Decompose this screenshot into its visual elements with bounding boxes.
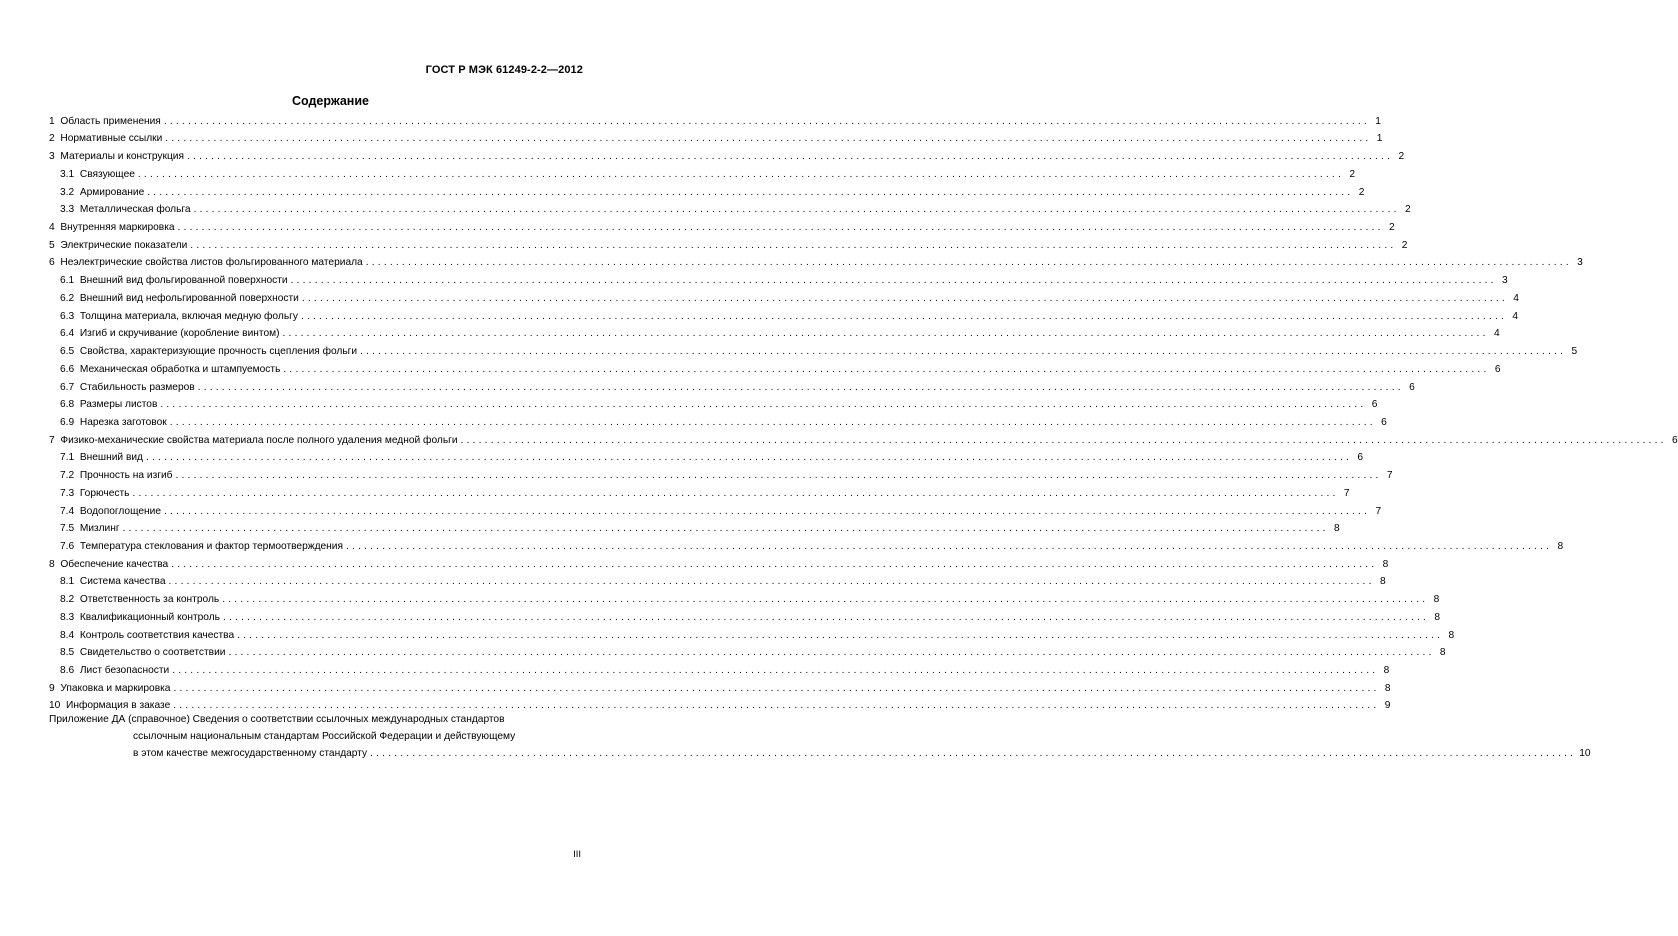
toc-entry-label: Горючесть (79, 487, 130, 499)
toc-entry-label: Внутренняя маркировка (60, 222, 175, 234)
toc-entry[interactable] (49, 358, 1501, 376)
toc-entry[interactable] (49, 411, 1387, 429)
toc-entry[interactable] (49, 163, 1355, 181)
toc-entry-page: 2 (1404, 204, 1411, 216)
annex-page-number: 10 (1579, 748, 1591, 759)
toc-entry-page: 6 (1494, 363, 1501, 375)
toc-entry[interactable] (49, 110, 1381, 128)
toc-entry-number: 7.6 (60, 540, 75, 552)
leader-dots: ........................................................................................................................................................................................................ (228, 647, 1435, 659)
toc-entry[interactable] (49, 482, 1350, 500)
leader-dots: ........................................................................................................................................................................................................ (370, 748, 1577, 759)
toc-entry-page: 8 (1434, 611, 1441, 623)
toc-entry[interactable] (49, 269, 1508, 287)
toc-entry-number: 6.5 (60, 346, 75, 358)
leader-dots: ........................................................................................................................................................................................................ (190, 239, 1397, 251)
toc-entry-number: 3 (49, 151, 55, 163)
toc-entry[interactable] (49, 340, 1578, 358)
toc-entry-number: 9 (49, 682, 55, 694)
leader-dots: ........................................................................................................................................................................................................ (301, 292, 1508, 304)
toc-entry-number: 4 (49, 222, 55, 234)
toc-entry-number: 6 (49, 257, 55, 269)
toc-entry-page: 9 (1384, 700, 1391, 712)
leader-dots: ........................................................................................................................................................................................................ (173, 700, 1380, 712)
standard-code: ГОСТ Р МЭК 61249-2-2—2012 (425, 64, 583, 76)
toc-entry[interactable] (49, 606, 1441, 624)
toc-entry[interactable] (49, 571, 1386, 589)
leader-dots: ........................................................................................................................................................................................................ (147, 186, 1354, 198)
toc-entry-page: 5 (1571, 346, 1578, 358)
table-of-contents (49, 110, 1678, 712)
toc-entry[interactable] (49, 181, 1365, 199)
toc-entry[interactable] (49, 659, 1390, 677)
toc-entry-number: 8.6 (60, 665, 75, 676)
toc-entry-number: 7.1 (60, 452, 75, 464)
toc-entry[interactable] (49, 323, 1500, 341)
toc-entry-page: 3 (1577, 257, 1583, 269)
leader-dots: ........................................................................................................................................................................................................ (237, 629, 1444, 641)
toc-entry-page: 4 (1493, 328, 1500, 340)
toc-entry[interactable] (49, 642, 1446, 660)
leader-dots: ........................................................................................................................................................................................................ (137, 168, 1344, 180)
toc-entry-label: Система качества (79, 576, 166, 588)
toc-entry-label: Контроль соответствия качества (79, 629, 235, 641)
toc-entry-number: 3.2 (60, 186, 75, 198)
toc-entry-number: 6.6 (60, 363, 75, 375)
leader-dots: ........................................................................................................................................................................................................ (177, 222, 1384, 234)
toc-entry-number: 7.5 (60, 523, 75, 535)
toc-entry-page: 6 (1381, 416, 1387, 428)
toc-entry-label: Стабильность размеров (79, 381, 195, 393)
toc-entry-label: Область применения (60, 115, 161, 127)
leader-dots: ........................................................................................................................................................................................................ (222, 594, 1429, 606)
toc-entry-page: 3 (1502, 275, 1508, 287)
toc-entry-label: Связующее (79, 168, 135, 180)
toc-entry-label: Толщина материала, включая медную фольгу (79, 310, 298, 322)
toc-entry-page: 6 (1409, 381, 1415, 393)
toc-entry-page: 8 (1333, 523, 1340, 535)
toc-entry-label: Материалы и конструкция (60, 151, 185, 163)
toc-entry-number: 6.2 (60, 292, 75, 304)
toc-entry-label: Электрические показатели (60, 239, 188, 251)
toc-entry-label: Физико-механические свойства материала после полного удаления медной фольги (60, 434, 458, 446)
toc-entry-page: 8 (1448, 629, 1455, 641)
toc-entry[interactable] (49, 305, 1519, 323)
toc-entry-page: 2 (1398, 151, 1405, 163)
toc-entry-number: 7 (49, 434, 55, 446)
leader-dots: ........................................................................................................................................................................................................ (172, 665, 1379, 676)
toc-entry-label: Внешний вид нефольгированной поверхности (79, 292, 299, 304)
toc-entry-number: 5 (49, 239, 55, 251)
annex-line-3: в этом качестве межгосударственному стандарту (133, 748, 368, 759)
toc-entry-label: Свойства, характеризующие прочность сцепления фольги (79, 346, 358, 358)
toc-entry-number: 6.7 (60, 381, 75, 393)
toc-entry-page: 8 (1383, 665, 1390, 676)
toc-entry[interactable] (49, 677, 1391, 695)
toc-entry-label: Информация в заказе (66, 700, 171, 712)
toc-entry-number: 10 (49, 700, 61, 712)
toc-entry-number: 8.2 (60, 594, 75, 606)
toc-entry-number: 7.4 (60, 505, 75, 517)
leader-dots: ........................................................................................................................................................................................................ (132, 487, 1339, 499)
toc-entry[interactable] (49, 252, 1583, 270)
toc-entry-page: 6 (1671, 434, 1678, 446)
toc-entry-label: Неэлектрические свойства листов фольгированного материала (60, 257, 363, 269)
toc-entry-page: 6 (1357, 452, 1364, 464)
toc-entry-page: 7 (1375, 505, 1382, 517)
leader-dots: ........................................................................................................................................................................................................ (146, 452, 1353, 464)
leader-dots: ........................................................................................................................................................................................................ (164, 505, 1371, 517)
toc-entry-number: 8.5 (60, 647, 75, 659)
toc-entry-page: 8 (1382, 558, 1389, 570)
annex-line-1: Приложение ДА (справочное) Сведения о соответствии ссылочных международных стандартов (49, 714, 505, 725)
leader-dots: ........................................................................................................................................................................................................ (173, 682, 1380, 694)
toc-entry-number: 6.9 (60, 416, 75, 428)
toc-entry-label: Ответственность за контроль (79, 594, 220, 606)
toc-entry[interactable] (49, 145, 1405, 163)
toc-entry-label: Упаковка и маркировка (60, 682, 171, 694)
leader-dots: ........................................................................................................................................................................................................ (197, 381, 1404, 393)
toc-entry-number: 6.3 (60, 310, 75, 322)
toc-entry[interactable] (49, 376, 1415, 394)
leader-dots: ........................................................................................................................................................................................................ (346, 540, 1553, 552)
toc-entry-number: 3.1 (60, 168, 75, 180)
toc-entry-page: 1 (1375, 115, 1381, 127)
toc-entry-label: Мизлинг (79, 523, 120, 535)
leader-dots: ........................................................................................................................................................................................................ (171, 558, 1378, 570)
toc-entry-page: 2 (1388, 222, 1395, 234)
toc-entry-label: Нормативные ссылки (60, 133, 163, 145)
leader-dots: ........................................................................................................................................................................................................ (122, 523, 1329, 535)
toc-entry-label: Температура стеклования и фактор термоотверждения (79, 540, 344, 552)
toc-entry[interactable] (49, 464, 1393, 482)
toc-entry-label: Нарезка заготовок (79, 416, 167, 428)
leader-dots: ........................................................................................................................................................................................................ (300, 310, 1508, 322)
leader-dots: ........................................................................................................................................................................................................ (168, 576, 1375, 588)
toc-entry-label: Размеры листов (79, 399, 158, 411)
toc-entry-number: 6.1 (60, 275, 75, 287)
leader-dots: ........................................................................................................................................................................................................ (282, 328, 1489, 340)
leader-dots: ........................................................................................................................................................................................................ (169, 416, 1376, 428)
toc-entry-page: 8 (1433, 594, 1440, 606)
leader-dots: ........................................................................................................................................................................................................ (165, 133, 1372, 145)
toc-entry-page: 4 (1513, 292, 1519, 304)
toc-entry[interactable] (49, 624, 1455, 642)
toc-entry-number: 2 (49, 133, 55, 145)
toc-entry[interactable] (49, 588, 1440, 606)
toc-entry[interactable] (49, 429, 1678, 447)
toc-entry[interactable] (49, 234, 1408, 252)
toc-entry-page: 2 (1349, 168, 1355, 180)
toc-entry-label: Изгиб и скручивание (коробление винтом) (79, 328, 280, 340)
toc-entry-page: 4 (1512, 310, 1519, 322)
toc-title: Содержание (291, 94, 369, 108)
toc-entry[interactable] (49, 216, 1395, 234)
toc-entry-label: Свидетельство о соответствии (79, 647, 226, 659)
leader-dots: ........................................................................................................................................................................................................ (160, 399, 1367, 411)
toc-entry-number: 6.4 (60, 328, 75, 340)
toc-entry-page: 8 (1379, 576, 1386, 588)
toc-entry-page: 6 (1371, 399, 1378, 411)
toc-entry[interactable] (49, 287, 1519, 305)
leader-dots: ........................................................................................................................................................................................................ (360, 346, 1567, 358)
toc-entry-page: 8 (1384, 682, 1391, 694)
toc-entry-page: 2 (1401, 239, 1408, 251)
toc-entry-page: 7 (1343, 487, 1350, 499)
toc-entry-label: Лист безопасности (79, 665, 170, 676)
toc-entry-page: 8 (1439, 647, 1446, 659)
leader-dots: ........................................................................................................................................................................................................ (193, 204, 1400, 216)
toc-annex-entry[interactable] (49, 714, 1591, 760)
toc-entry-label: Прочность на изгиб (79, 470, 173, 482)
toc-entry-label: Водопоглощение (79, 505, 162, 517)
toc-entry[interactable] (49, 128, 1383, 146)
toc-entry-page: 8 (1557, 540, 1564, 552)
toc-entry-label: Армирование (79, 186, 145, 198)
toc-entry-label: Обеспечение качества (60, 558, 169, 570)
toc-entry-page: 7 (1386, 470, 1393, 482)
toc-entry-page: 1 (1376, 133, 1383, 145)
toc-entry-label: Металлическая фольга (79, 204, 191, 216)
toc-entry-number: 8.4 (60, 629, 75, 641)
toc-entry-number: 8.1 (60, 576, 75, 588)
annex-line-2: ссылочным национальным стандартам Российской Федерации и действующему (133, 731, 516, 742)
toc-entry[interactable] (49, 535, 1564, 553)
toc-entry-number: 7.3 (60, 487, 75, 499)
page-number: III (573, 849, 581, 860)
toc-entry[interactable] (49, 518, 1340, 536)
leader-dots: ........................................................................................................................................................................................................ (222, 611, 1430, 623)
toc-entry-label: Внешний вид (79, 452, 143, 464)
toc-entry-number: 6.8 (60, 399, 75, 411)
leader-dots: ........................................................................................................................................................................................................ (187, 151, 1394, 163)
leader-dots: ........................................................................................................................................................................................................ (175, 470, 1382, 482)
toc-entry-number: 8 (49, 558, 55, 570)
toc-entry-number: 8.3 (60, 611, 75, 623)
toc-entry-label: Квалификационный контроль (79, 611, 220, 623)
toc-entry-label: Внешний вид фольгированной поверхности (79, 275, 288, 287)
leader-dots: ........................................................................................................................................................................................................ (365, 257, 1572, 269)
leader-dots: ........................................................................................................................................................................................................ (290, 275, 1497, 287)
toc-entry[interactable] (49, 553, 1389, 571)
toc-entry-page: 2 (1358, 186, 1365, 198)
toc-entry[interactable] (49, 199, 1411, 217)
leader-dots: ........................................................................................................................................................................................................ (460, 434, 1667, 446)
toc-entry-number: 1 (49, 115, 55, 127)
toc-entry[interactable] (49, 394, 1378, 412)
toc-entry[interactable] (49, 695, 1391, 713)
leader-dots: ........................................................................................................................................................................................................ (163, 115, 1370, 127)
toc-entry[interactable] (49, 447, 1364, 465)
leader-dots: ........................................................................................................................................................................................................ (283, 363, 1490, 375)
toc-entry-number: 7.2 (60, 470, 75, 482)
toc-entry-label: Механическая обработка и штампуемость (79, 363, 281, 375)
toc-entry[interactable] (49, 500, 1382, 518)
toc-entry-number: 3.3 (60, 204, 75, 216)
